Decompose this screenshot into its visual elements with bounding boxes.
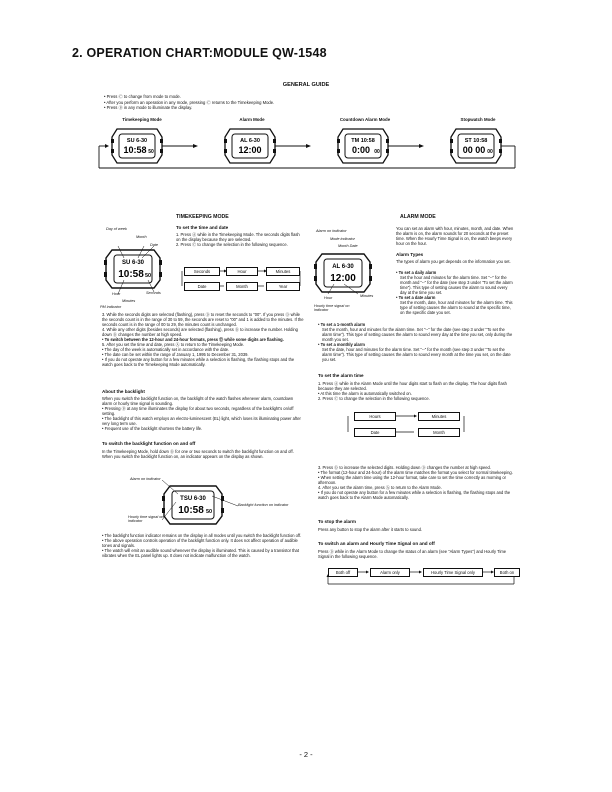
- label-minutes: Minutes: [122, 299, 136, 303]
- step: 2. Press Ⓒ to change the selection in the following sequence.: [176, 242, 288, 247]
- watch-stopwatch: [450, 127, 502, 165]
- switch-backlight-text: In the Timekeeping Mode, hold down Ⓓ for one or two seconds to switch the backlight function on and off. When you switch the backlight function on, an indicator appears on the display as shown.: [102, 449, 294, 459]
- lcd-main: 00 00: [462, 145, 486, 155]
- lcd-top: ST 10:58: [464, 138, 488, 144]
- status-alarm-only: Alarm only: [370, 568, 410, 577]
- label-backlight-on: Backlight function on indicator: [238, 503, 289, 507]
- switch-backlight-title: To switch the backlight function on and off: [102, 441, 196, 446]
- step: • The format (12-hour and 24-hour) of the alarm time matches the format you select for normal timekeeping.: [318, 470, 513, 475]
- alarm-type-name: • To set a date alarm: [396, 295, 436, 300]
- alarm-watch-diagram: [314, 250, 380, 296]
- lcd-main: 10:58: [178, 505, 204, 516]
- alarm-type-name: • To set a daily alarm: [396, 270, 437, 275]
- lcd-sub: 50: [144, 273, 152, 279]
- paragraph: • Frequent use of the backlight shortens the battery life.: [102, 426, 203, 431]
- status-both-off: Both off: [328, 568, 358, 577]
- lcd-main: 12:00: [238, 145, 262, 155]
- mode-label-alarm: Alarm Mode: [239, 117, 265, 122]
- lcd-top: TSU 6-30: [180, 496, 206, 502]
- alarm-title: ALARM MODE: [400, 214, 436, 220]
- lcd-top: TM 10:58: [351, 138, 375, 144]
- lcd-main: 10:58: [118, 269, 144, 280]
- lcd-sub: 50: [205, 509, 213, 515]
- flow-date: Date: [184, 282, 220, 291]
- lcd-main: 12:00: [330, 273, 356, 284]
- alarm-flow-date: Date: [354, 428, 396, 437]
- step: • If you do not operate any button for a few minutes while a selection is flashing, the flashing stops and the watch goes back to the Timekeeping Mode automatically.: [102, 357, 295, 367]
- paragraph: When you switch the backlight function on, the backlight of the watch flashes whenever alarm, countdown alarm or hourly time signal is sounding.: [102, 396, 294, 406]
- alarm-flow-minutes: Minutes: [418, 412, 460, 421]
- backlight-notes: [102, 533, 304, 558]
- general-guide-bullets: [104, 94, 534, 111]
- alarm-types-title: Alarm Types: [396, 252, 424, 257]
- flow-seconds: Seconds: [184, 267, 220, 276]
- switch-alarm-text: Press Ⓓ while in the Alarm Mode to change the status of an alarm (see "Alarm Types") and Hourly Time Signal in the following sequence.: [318, 549, 507, 559]
- timekeeping-title: TIMEKEEPING MODE: [176, 214, 229, 220]
- mode-label-timekeeping: Timekeeping Mode: [122, 117, 162, 122]
- alarm-types-list-b: [318, 322, 514, 362]
- label-mode-ind: Mode indicator: [330, 237, 355, 241]
- set-alarm-title: To set the alarm time: [318, 373, 364, 378]
- label-hour: Hour: [112, 292, 121, 296]
- label-pm-indicator: PM indicator: [100, 305, 122, 309]
- set-alarm-steps: [318, 381, 514, 401]
- watch-timekeeping: [111, 127, 163, 165]
- general-guide-title: GENERAL GUIDE: [282, 82, 330, 88]
- stop-alarm-title: To stop the alarm: [318, 519, 356, 524]
- alarm-type-text: Set the hour and minutes for the alarm time. Set "--" for the month and "--" for the date (see step 3 under "To set the alarm time"). This type of setting causes the alarm to sound every day at the time you set.: [400, 275, 513, 295]
- lcd-top: SU 6-30: [121, 260, 145, 266]
- status-hourly-only: Hourly Time Signal only: [423, 568, 483, 577]
- mode-label-stopwatch: Stopwatch Mode: [460, 117, 496, 122]
- lcd-top: SU 6-30: [126, 138, 148, 144]
- alarm-flow-month: Month: [418, 428, 460, 437]
- status-both-on: Both on: [494, 568, 520, 577]
- backlight-title: About the backlight: [102, 389, 145, 394]
- alarm-type-name: • To set a monthly alarm: [318, 342, 365, 347]
- flow-month: Month: [226, 282, 258, 291]
- lcd-top: AL 6-30: [240, 138, 260, 144]
- alarm-flow-hours: Hours: [354, 412, 396, 421]
- flow-year: Year: [266, 282, 300, 291]
- guide-bullet: • Press Ⓒ to change from mode to mode.: [104, 94, 534, 100]
- note: • The above operation controls operation of the backlight function only. It does not affect operation of audible tones and signals.: [102, 538, 298, 548]
- step: • When setting the alarm time using the 12-hour format, take care to set the time correctly as morning or afternoon.: [318, 475, 507, 485]
- alarm-types-list-a: [396, 270, 514, 315]
- alarm-types-intro: The types of alarm you get depends on the information you set.: [396, 259, 511, 264]
- guide-bullet: • Press Ⓑ in any mode to illuminate the display.: [104, 105, 534, 111]
- set-time-title: To set the time and date: [176, 225, 229, 230]
- lcd-main: 0:00: [351, 145, 371, 155]
- step: • The date can be set within the range of January 1, 1995 to December 31, 2039.: [102, 352, 249, 357]
- lcd-sub: 00: [487, 149, 493, 155]
- step: • The day of the week is automatically set in accordance with the date.: [102, 347, 230, 352]
- alarm-type-text: Set the date, hour and minutes for the alarm time. Set "--" for the month (see step 3 under "To set the alarm time"). This type of setting causes the alarm to sound every month at the time you set, on the date you set.: [322, 347, 511, 362]
- lcd-main: 10:58: [123, 145, 147, 155]
- paragraph: • The backlight of this watch employs an electro-luminescent (EL) light, which loses its illuminating power after very long term use.: [102, 416, 301, 426]
- alarm-type-text: Set the month, date, hour and minutes for the alarm time. This type of setting causes the alarm to sound at the specific time, on the specific date you set.: [400, 300, 513, 315]
- note: • The backlight function indicator remains on the display in all modes until you switch the backlight function off.: [102, 533, 302, 538]
- label-alarm-minutes: Minutes: [360, 294, 374, 298]
- step: • To switch between the 12-hour and 24-hour formats, press Ⓓ while some digits are flashing.: [102, 337, 284, 342]
- label-date: Date: [150, 243, 159, 247]
- page-heading: 2. OPERATION CHART:MODULE QW-1548: [72, 46, 327, 60]
- lcd-top: AL 6-30: [332, 264, 354, 270]
- backlight-text: [102, 396, 304, 431]
- watch-alarm: [224, 127, 276, 165]
- alarm-type-name: • To set a 1-month alarm: [318, 322, 366, 327]
- step: 1. Press Ⓐ while in the Timekeeping Mode. The seconds digits flash on the display because they are selected.: [176, 232, 300, 242]
- step: • At this time the alarm is automatically switched on.: [318, 391, 412, 396]
- label-alarm-on-ind: Alarm on indicator: [316, 229, 347, 233]
- page-number: - 2 -: [299, 750, 313, 759]
- stop-alarm-text: Press any button to stop the alarm after it starts to sound.: [318, 527, 422, 532]
- label-month-date: Month Date: [338, 244, 358, 248]
- step: 4. After you set the alarm time, press Ⓐ to return to the Alarm Mode.: [318, 485, 442, 490]
- label-alarm-hour: Hour: [324, 296, 333, 300]
- guide-bullet: • After you perform an operation in any mode, pressing Ⓒ returns to the Timekeeping Mode.: [104, 100, 534, 106]
- label-seconds: Seconds: [146, 291, 161, 295]
- mode-label-countdown: Countdown Alarm Mode: [339, 117, 391, 122]
- step: 3. While the seconds digits are selected (flashing), press Ⓓ to reset the seconds to "00". If you press Ⓓ while the seconds count is in the range of 30 to 59, the seconds are reset to "00" and 1 is added to the minutes. If the seconds count is in the range of 00 to 29, the minutes count is unchanged.: [102, 312, 304, 327]
- step: 1. Press Ⓐ while in the Alarm Mode until the hour digits start to flash on the display. The hour digits flash because they are selected.: [318, 381, 507, 391]
- flow-hour: Hour: [226, 267, 258, 276]
- label-hourly-signal: Hourly time signal on indicator: [128, 515, 164, 523]
- switch-alarm-title: To switch an alarm and Hourly Time Signal on and off: [318, 541, 435, 546]
- step: • If you do not operate any button for a few minutes while a selection is flashing, the flashing stops and the watch goes back to the Alarm Mode automatically.: [318, 490, 511, 500]
- label-day-of-week: Day of week: [106, 227, 127, 231]
- lcd-sub: 00: [374, 149, 380, 155]
- set-alarm-steps-more: [318, 465, 514, 500]
- set-time-steps: [176, 232, 300, 247]
- set-time-steps-more: [102, 312, 304, 367]
- watch-countdown: [337, 127, 389, 165]
- label-alarm-on: Alarm on indicator: [130, 477, 161, 481]
- alarm-type-text: Set the month, hour and minutes for the alarm time. Set "--" for the date (see step 3 under "To set the alarm time"). This type of setting causes the alarm to sound every day at the time you set, only during the month you set.: [322, 327, 513, 342]
- alarm-intro: You can set an alarm with hour, minutes, month, and date. When the alarm is on, the alarm sounds for 20 seconds at the preset time. When the Hourly Time Signal is on, the watch beeps every hour on the hour.: [396, 226, 514, 246]
- lcd-sub: 50: [148, 149, 154, 155]
- step: 3. Press Ⓓ to increase the selected digits. Holding down Ⓓ changes the number at high speed.: [318, 465, 491, 470]
- step: 2. Press Ⓒ to change the selection in the following sequence.: [318, 396, 430, 401]
- label-hourly-time-signal: Hourly time signal on indicator: [314, 304, 350, 312]
- note: • The watch will emit an audible sound whenever the display is illuminated. This is caused by a transistor that vibrates when the EL panel lights up. It does not indicate malfunction of the watch.: [102, 548, 299, 558]
- label-month: Month: [136, 235, 147, 239]
- step: 4. While any other digits (besides seconds) are selected (flashing), press Ⓓ to increase the number. Holding down Ⓓ changes the number at high speed.: [102, 327, 298, 337]
- paragraph: • Pressing Ⓑ at any time illuminates the display for about two seconds, regardless of the backlight's on/off setting.: [102, 406, 294, 416]
- flow-minutes: Minutes: [266, 267, 300, 276]
- step: 5. After you set the time and date, press Ⓐ to return to the Timekeeping Mode.: [102, 342, 245, 347]
